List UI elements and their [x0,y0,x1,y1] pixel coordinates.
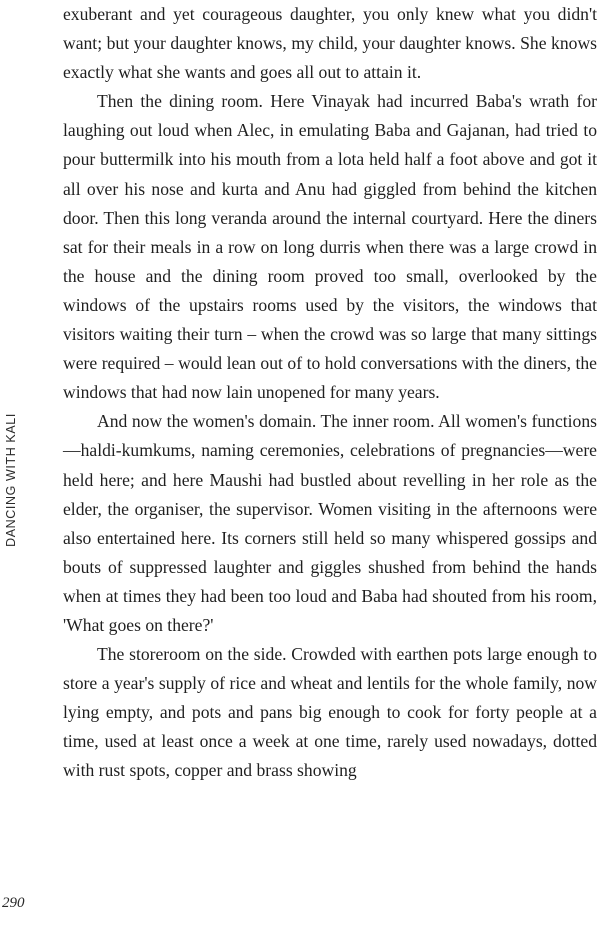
paragraph-3: And now the women's domain. The inner room. All women's functions—haldi-kumkums, naming ceremonies, celebrations of pregnancies—were held here; and here Maushi had bustled about revelling in her role as the elder, the organiser, the supervisor. Women visiting in the afternoons were also entertained here. Its corners still held so many whispered gossips and bouts of suppressed laughter and giggles shushed from behind the hands when at times they had been too loud and Baba had shouted from his room, 'What goes on there?' [63,411,597,635]
running-head: DANCING WITH KALI [4,413,18,547]
paragraph-2: Then the dining room. Here Vinayak had incurred Baba's wrath for laughing out loud when Alec, in emulating Baba and Gajanan, had tried to pour buttermilk into his mouth from a lota held half a foot above and got it all over his nose and kurta and Anu had giggled from behind the kitchen door. Then this long veranda around the internal courtyard. Here the diners sat for their meals in a row on long durris when there was a large crowd in the house and the dining room proved too small, overlooked by the windows of the upstairs rooms used by the visitors, the windows that visitors waiting their turn – when the crowd was so large that many sittings were required – would lean out of to hold conversations with the diners, the windows that had now lain unopened for many years. [63,91,597,403]
page-number: 290 [2,895,25,911]
paragraph-4: The storeroom on the side. Crowded with earthen pots large enough to store a year's supply of rice and wheat and lentils for the whole family, now lying empty, and pots and pans big enough to cook for forty people at a time, used at least once a week at one time, rarely used nowadays, dotted with rust spots, copper and brass showing [63,644,597,781]
body-text [63,0,597,786]
paragraph-1: exuberant and yet courageous daughter, you only knew what you didn't want; but your daughter knows, my child, your daughter knows. She knows exactly what she wants and goes all out to attain it. [63,4,597,83]
